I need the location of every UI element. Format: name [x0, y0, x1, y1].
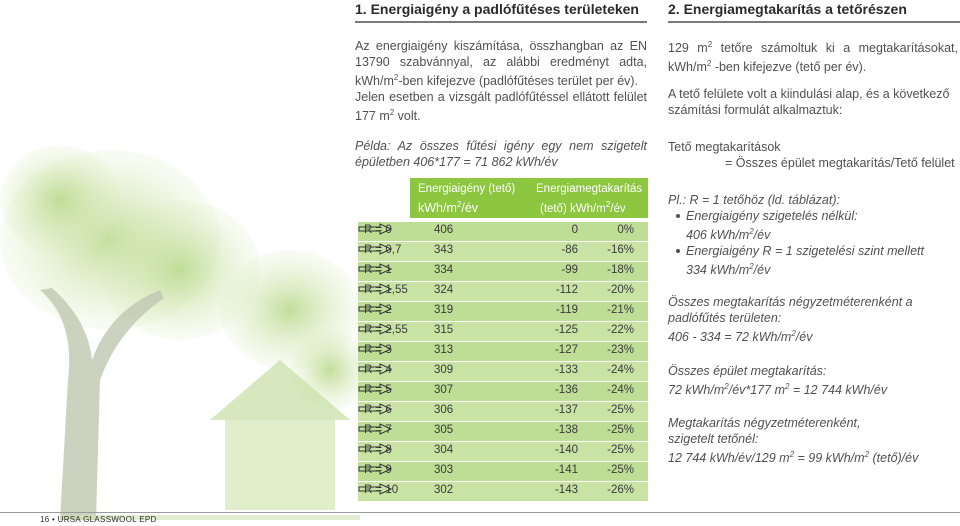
table-row [358, 242, 648, 261]
bullet2-line-1: Energiaigény R = 1 szigetelési szint mellett [686, 244, 924, 258]
table-row [358, 382, 648, 401]
col-saving-header-l1: Energiamegtakarítás [536, 183, 643, 195]
insulated-value: 12 744 kWh/év/129 m [668, 451, 790, 465]
section-2-intro [668, 37, 958, 75]
section-1-intro [355, 38, 647, 124]
intro-line-3: -ben kifejezve (padlófűtéses terület per év). [398, 74, 639, 88]
energy-value: 406 [434, 224, 454, 236]
saving-percent: -25% [607, 404, 634, 416]
insulated-line-1: Megtakarítás négyzetméterenként, [668, 416, 861, 430]
col-saving-unit-tail: /év [610, 202, 626, 215]
bullet1-exp: 2 [749, 227, 754, 236]
table-row [358, 422, 648, 441]
insulated-exp2: 2 [864, 450, 870, 459]
roof-line-2: -ben kifejezve (tető per év). [711, 60, 867, 74]
roof-unit-exp: 2 [706, 59, 712, 68]
table-row [358, 402, 648, 421]
insulated-line-2: szigetelt tetőnél: [668, 432, 759, 446]
section-1-example [355, 138, 647, 170]
table-row [358, 282, 648, 301]
intro-line-4: Jelen esetben a vizsgált padlófűtéssel ellátott felület [355, 90, 647, 104]
intro-unit: kWh/m [355, 74, 394, 88]
building-saving [668, 363, 960, 398]
col-energy-header [418, 182, 515, 217]
total-saving [668, 294, 960, 345]
insulated-exp1: 2 [789, 450, 795, 459]
saving-value: -141 [554, 464, 578, 476]
roof-area-exp: 2 [707, 40, 713, 49]
formula-line-1: Tető megtakarítások [668, 140, 781, 154]
saving-percent: -25% [607, 464, 634, 476]
basis-line-2: számítási formulát alkalmaztuk: [668, 103, 843, 117]
intro-unit-exp: 2 [393, 73, 399, 82]
building-line-1: Összes épület megtakarítás: [668, 364, 827, 378]
table-row [358, 342, 648, 361]
table-body [358, 222, 648, 502]
intro-area: 177 m [355, 109, 390, 123]
example-title: Pl.: R = 1 tetőhöz (ld. táblázat): [668, 193, 840, 207]
total-value: 406 - 334 = 72 kWh/m [668, 330, 792, 344]
r-value: R = 3 [364, 344, 392, 356]
saving-percent: -26% [607, 484, 634, 496]
table-row [358, 482, 648, 501]
bullet2-value: 334 kWh/m [686, 263, 750, 277]
r-value: R = 5 [364, 384, 392, 396]
col-energy-unit: kWh/m [418, 200, 457, 215]
saving-value: -112 [555, 284, 578, 296]
footer-text: 16 • URSA GLASSWOOL EPD [40, 515, 157, 524]
energy-value: 319 [434, 304, 454, 316]
saving-percent: -18% [607, 264, 634, 276]
col-saving-header [536, 182, 642, 217]
intro-line-1: Az energiaigény kiszámítása, összhangban az EN [355, 39, 647, 53]
bullet1-line-1: Energiaigény szigetelés nélkül: [686, 209, 858, 223]
basis-line-1: A tető felülete volt a kiindulási alap, és a következő [668, 87, 950, 101]
energy-value: 303 [434, 464, 454, 476]
r-value: R = 7 [364, 424, 392, 436]
table-row [358, 302, 648, 321]
section-1-title: 1. Energiaigény a padlófűtéses területeken [355, 1, 639, 17]
r-value: R = 10 [364, 484, 399, 496]
energy-value: 334 [434, 264, 454, 276]
intro-area-exp: 2 [389, 108, 395, 117]
building-exp1: 2 [724, 382, 729, 391]
building-exp2: 2 [785, 382, 790, 391]
table-row [358, 222, 648, 241]
col-saving-unit: (tető) kWh/m [540, 202, 606, 215]
saving-value: -136 [554, 384, 578, 396]
saving-percent: -22% [607, 324, 634, 336]
saving-percent: -21% [607, 304, 634, 316]
total-tail: /év [795, 330, 813, 344]
footer-rule [0, 512, 960, 513]
saving-value: -140 [554, 444, 578, 456]
col-energy-unit-tail: /év [461, 200, 479, 215]
energy-value: 324 [434, 284, 454, 296]
saving-value: -125 [554, 324, 578, 336]
r-value: R = 1 [364, 264, 392, 276]
saving-percent: -25% [607, 444, 634, 456]
saving-value: -86 [561, 244, 578, 256]
total-line-1: Összes megtakarítás négyzetméterenként a [668, 295, 913, 309]
formula-line-2: = Összes épület megtakarítás/Tető felület [725, 156, 955, 170]
section-2-title: 2. Energiamegtakarítás a tetőrészen [668, 1, 907, 17]
roof-area: 129 m [668, 41, 708, 55]
energy-value: 304 [434, 444, 454, 456]
bullet-icon [676, 214, 680, 218]
saving-value: 0 [571, 224, 578, 236]
section-1-rule [355, 21, 647, 23]
saving-percent: 0% [617, 224, 634, 236]
col-saving-unit-exp: 2 [605, 200, 611, 209]
formula [668, 139, 960, 171]
bullet2-exp: 2 [749, 262, 754, 271]
energy-value: 313 [434, 344, 454, 356]
roof-unit: kWh/m [668, 60, 707, 74]
r-value: R = 8 [364, 444, 392, 456]
example-line-1: Példa: Az összes fűtési igény egy nem szigetelt [355, 139, 647, 153]
col-energy-unit-exp: 2 [456, 200, 462, 209]
saving-value: -119 [555, 304, 578, 316]
energy-value: 305 [434, 424, 454, 436]
bullet2-tail: /év [753, 263, 771, 277]
table-row [358, 262, 648, 281]
building-tail: = 12 744 kWh/év [789, 383, 888, 397]
table-row [358, 442, 648, 461]
bullet-icon [676, 249, 680, 253]
r-value: R = 0 [364, 224, 392, 236]
saving-value: -137 [554, 404, 578, 416]
saving-value: -143 [554, 484, 578, 496]
energy-value: 315 [434, 324, 454, 336]
saving-percent: -23% [607, 344, 634, 356]
r-value: R = 0,7 [364, 244, 402, 256]
saving-percent: -24% [607, 364, 634, 376]
energy-value: 343 [434, 244, 454, 256]
bullet1-tail: /év [753, 228, 771, 242]
r-value: R = 2,55 [364, 324, 408, 336]
saving-percent: -20% [607, 284, 634, 296]
energy-value: 307 [434, 384, 454, 396]
insulated-tail: (tető)/év [869, 451, 919, 465]
saving-value: -127 [554, 344, 578, 356]
energy-value: 302 [434, 484, 454, 496]
building-value: 72 kWh/m [668, 383, 725, 397]
total-line-2: padlófűtés területen: [668, 311, 782, 325]
table-header [410, 178, 648, 218]
intro-area-tail: volt. [394, 109, 421, 123]
section-2-rule [668, 21, 960, 23]
table-row [358, 362, 648, 381]
r-value: R = 4 [364, 364, 392, 376]
saving-value: -99 [561, 264, 578, 276]
total-exp: 2 [791, 329, 796, 338]
roof-line-1: tetőre számoltuk ki a megtakarításokat, [712, 41, 958, 55]
r-value: R = 6 [364, 404, 392, 416]
energy-value: 306 [434, 404, 454, 416]
table-row [358, 322, 648, 341]
insulated-saving [668, 415, 960, 466]
r-value: R = 2 [364, 304, 392, 316]
building-mid: /év*177 m [728, 383, 785, 397]
bullet1-value: 406 kWh/m [686, 228, 750, 242]
intro-line-2: 13790 szabvánnyal, az alábbi eredményt adta, [355, 55, 647, 69]
col-energy-header-l1: Energiaigény (tető) [418, 183, 516, 195]
saving-value: -133 [554, 364, 578, 376]
table-row [358, 462, 648, 481]
saving-percent: -25% [607, 424, 634, 436]
row-separator [358, 501, 648, 502]
energy-table [358, 178, 648, 502]
r-value: R = 9 [364, 464, 392, 476]
tree-illustration [0, 120, 360, 520]
saving-percent: -16% [607, 244, 634, 256]
energy-value: 309 [434, 364, 454, 376]
insulated-mid: = 99 kWh/m [794, 451, 865, 465]
saving-percent: -24% [607, 384, 634, 396]
section-2-basis [668, 86, 958, 118]
r-value: R = 1,55 [364, 284, 408, 296]
saving-value: -138 [554, 424, 578, 436]
example-line-2: épületben 406*177 = 71 862 kWh/év [355, 155, 558, 169]
example-block [668, 192, 960, 278]
